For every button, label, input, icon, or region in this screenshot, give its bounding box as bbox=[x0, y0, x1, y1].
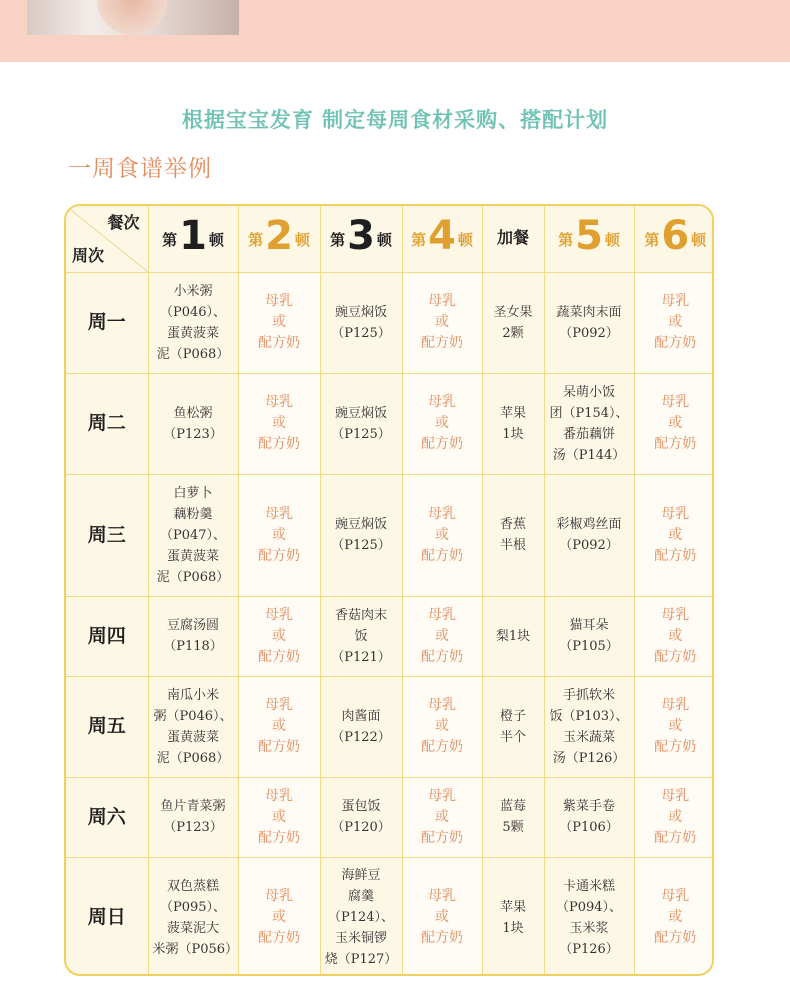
snack-cell: 橙子 半个 bbox=[482, 676, 544, 777]
meal-5-cell: 手抓软米 饭（P103）、 玉米蔬菜 汤（P126） bbox=[544, 676, 634, 777]
section-subtitle: 一周食谱举例 bbox=[68, 156, 212, 182]
meal-number: 6 bbox=[661, 212, 690, 259]
snack-header bbox=[482, 206, 544, 272]
meal-number: 3 bbox=[347, 212, 375, 259]
meal-prefix: 第 bbox=[248, 230, 264, 249]
meal-3-cell: 香菇肉末 饭 （P121） bbox=[320, 596, 402, 676]
meal-prefix: 第 bbox=[162, 230, 178, 249]
meal-5-cell: 猫耳朵 （P105） bbox=[544, 596, 634, 676]
meal-5-cell: 蔬菜肉末面 （P092） bbox=[544, 272, 634, 373]
milk-cell: 母乳 或 配方奶 bbox=[634, 676, 714, 777]
meal-header-5 bbox=[544, 206, 634, 272]
day-cell: 周二 bbox=[66, 373, 148, 474]
meal-prefix: 第 bbox=[330, 230, 346, 249]
meal-suffix: 顿 bbox=[457, 230, 473, 249]
meal-1-cell: 南瓜小米 粥（P046）、 蛋黄菠菜 泥（P068） bbox=[148, 676, 238, 777]
meal-header-3 bbox=[320, 206, 402, 272]
corner-header bbox=[66, 206, 148, 272]
weekly-menu-table bbox=[64, 204, 714, 976]
baby-photo-detail bbox=[97, 0, 167, 35]
milk-cell: 母乳 或 配方奶 bbox=[634, 373, 714, 474]
meal-1-cell: 鱼片青菜粥 （P123） bbox=[148, 777, 238, 857]
baby-photo bbox=[27, 0, 239, 35]
day-cell: 周五 bbox=[66, 676, 148, 777]
table-row bbox=[66, 777, 714, 857]
meal-axis-label: 餐次 bbox=[107, 213, 140, 232]
week-axis-label: 周次 bbox=[72, 245, 105, 265]
meal-prefix: 第 bbox=[411, 230, 427, 249]
meal-number: 1 bbox=[179, 212, 207, 259]
table-row bbox=[66, 474, 714, 596]
milk-cell: 母乳 或 配方奶 bbox=[238, 373, 320, 474]
meal-number: 2 bbox=[265, 212, 293, 259]
meal-1-cell: 小米粥 （P046）、 蛋黄菠菜 泥（P068） bbox=[148, 272, 238, 373]
meal-3-cell: 豌豆焖饭 （P125） bbox=[320, 272, 402, 373]
milk-cell: 母乳 或 配方奶 bbox=[238, 596, 320, 676]
snack-cell: 苹果 1块 bbox=[482, 857, 544, 976]
snack-cell: 圣女果 2颗 bbox=[482, 272, 544, 373]
meal-suffix: 顿 bbox=[604, 230, 620, 249]
meal-number: 5 bbox=[575, 212, 603, 259]
meal-prefix: 第 bbox=[644, 230, 660, 249]
milk-cell: 母乳 或 配方奶 bbox=[238, 272, 320, 373]
meal-1-cell: 豆腐汤圆 （P118） bbox=[148, 596, 238, 676]
day-cell: 周日 bbox=[66, 857, 148, 976]
milk-cell: 母乳 或 配方奶 bbox=[634, 272, 714, 373]
meal-3-cell: 蛋包饭 （P120） bbox=[320, 777, 402, 857]
meal-header-1 bbox=[148, 206, 238, 272]
meal-suffix: 顿 bbox=[208, 230, 224, 249]
table-row bbox=[66, 373, 714, 474]
meal-3-cell: 豌豆焖饭 （P125） bbox=[320, 373, 402, 474]
snack-cell: 苹果 1块 bbox=[482, 373, 544, 474]
header-row bbox=[66, 206, 714, 272]
milk-cell: 母乳 或 配方奶 bbox=[402, 373, 482, 474]
page-headline: 根据宝宝发育 制定每周食材采购、搭配计划 bbox=[181, 108, 609, 132]
meal-1-cell: 鱼松粥 （P123） bbox=[148, 373, 238, 474]
milk-cell: 母乳 或 配方奶 bbox=[238, 857, 320, 976]
milk-cell: 母乳 或 配方奶 bbox=[634, 777, 714, 857]
meal-suffix: 顿 bbox=[376, 230, 392, 249]
milk-cell: 母乳 或 配方奶 bbox=[634, 474, 714, 596]
day-cell: 周一 bbox=[66, 272, 148, 373]
milk-cell: 母乳 或 配方奶 bbox=[238, 777, 320, 857]
meal-5-cell: 紫菜手卷 （P106） bbox=[544, 777, 634, 857]
meal-5-cell: 呆萌小饭 团（P154）、 番茄藕饼 汤（P144） bbox=[544, 373, 634, 474]
milk-cell: 母乳 或 配方奶 bbox=[634, 596, 714, 676]
day-cell: 周三 bbox=[66, 474, 148, 596]
day-cell: 周六 bbox=[66, 777, 148, 857]
meal-5-cell: 卡通米糕 （P094）、 玉米浆 （P126） bbox=[544, 857, 634, 976]
day-cell: 周四 bbox=[66, 596, 148, 676]
meal-prefix: 第 bbox=[558, 230, 574, 249]
meal-3-cell: 海鲜豆 腐羹 （P124）、 玉米铜锣 烧（P127） bbox=[320, 857, 402, 976]
meal-number: 4 bbox=[428, 212, 456, 259]
snack-cell: 香蕉 半根 bbox=[482, 474, 544, 596]
meal-1-cell: 白萝卜 藕粉羹 （P047）、 蛋黄菠菜 泥（P068） bbox=[148, 474, 238, 596]
milk-cell: 母乳 或 配方奶 bbox=[402, 272, 482, 373]
milk-cell: 母乳 或 配方奶 bbox=[238, 474, 320, 596]
milk-cell: 母乳 或 配方奶 bbox=[402, 596, 482, 676]
table-row bbox=[66, 596, 714, 676]
table-row bbox=[66, 676, 714, 777]
table-row bbox=[66, 857, 714, 976]
meal-suffix: 顿 bbox=[294, 230, 310, 249]
milk-cell: 母乳 或 配方奶 bbox=[402, 474, 482, 596]
meal-1-cell: 双色蒸糕 （P095）、 菠菜泥大 米粥（P056） bbox=[148, 857, 238, 976]
meal-3-cell: 豌豆焖饭 （P125） bbox=[320, 474, 402, 596]
meal-header-6 bbox=[634, 206, 714, 272]
meal-header-2 bbox=[238, 206, 320, 272]
top-banner bbox=[0, 0, 790, 62]
snack-label: 加餐 bbox=[496, 228, 529, 248]
milk-cell: 母乳 或 配方奶 bbox=[402, 857, 482, 976]
milk-cell: 母乳 或 配方奶 bbox=[238, 676, 320, 777]
snack-cell: 梨1块 bbox=[482, 596, 544, 676]
meal-header-4 bbox=[402, 206, 482, 272]
meal-suffix: 顿 bbox=[691, 230, 707, 249]
snack-cell: 蓝莓 5颗 bbox=[482, 777, 544, 857]
meal-3-cell: 肉酱面 （P122） bbox=[320, 676, 402, 777]
meal-5-cell: 彩椒鸡丝面 （P092） bbox=[544, 474, 634, 596]
milk-cell: 母乳 或 配方奶 bbox=[402, 676, 482, 777]
milk-cell: 母乳 或 配方奶 bbox=[634, 857, 714, 976]
table-row bbox=[66, 272, 714, 373]
milk-cell: 母乳 或 配方奶 bbox=[402, 777, 482, 857]
